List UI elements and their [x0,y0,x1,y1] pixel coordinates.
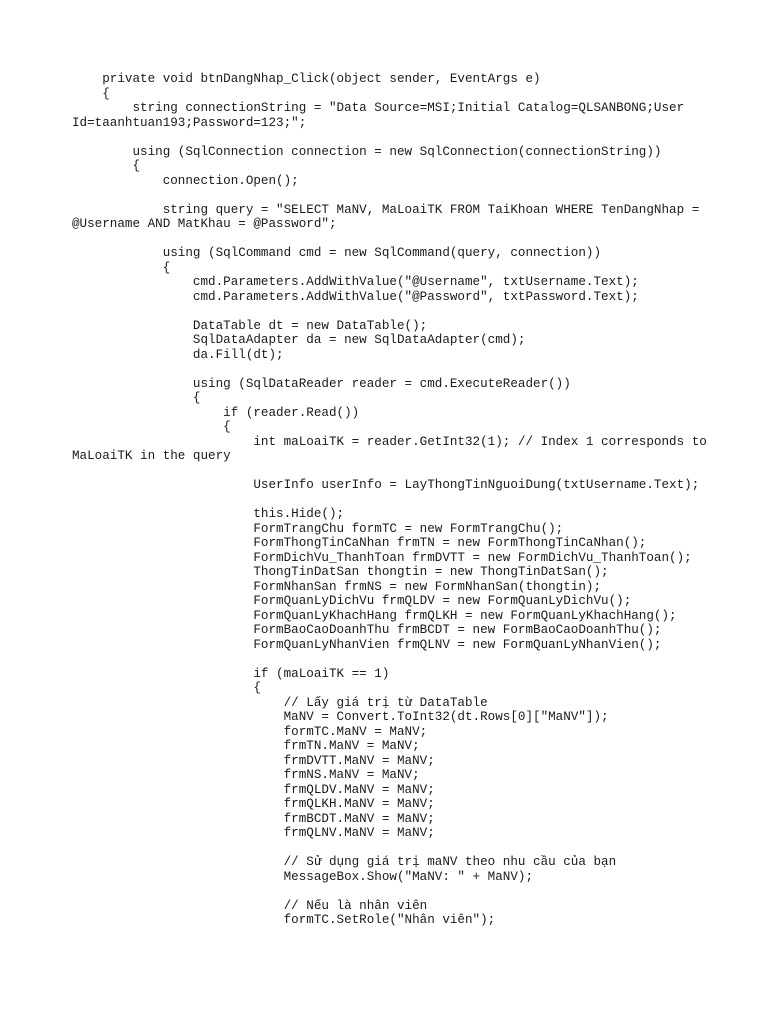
code-line [72,130,702,145]
code-line: frmDVTT.MaNV = MaNV; [72,753,435,768]
code-line: ThongTinDatSan thongtin = new ThongTinDatSan(); [72,565,609,579]
code-line: { [72,391,201,405]
code-line: FormBaoCaoDoanhThu frmBCDT = new FormBaoCaoDoanhThu(); [72,623,662,637]
code-line [72,362,702,377]
code-line: { [72,159,141,173]
code-line: frmQLDV.MaNV = MaNV; [72,782,435,797]
code-line [72,464,702,479]
code-line: frmBCDT.MaNV = MaNV; [72,811,435,826]
code-line: @Username AND MatKhau = @Password"; [72,217,337,231]
code-line [72,884,702,899]
code-line: this.Hide(); [72,507,345,521]
code-line: frmTN.MaNV = MaNV; [72,739,420,753]
code-line: frmNS.MaNV = MaNV; [72,768,420,782]
code-line [72,232,702,247]
code-line: FormDichVu_ThanhToan frmDVTT = new FormDichVu_ThanhToan(); [72,550,692,565]
code-line: frmQLNV.MaNV = MaNV; [72,826,435,840]
code-line: FormQuanLyDichVu frmQLDV = new FormQuanLyDichVu(); [72,594,632,608]
code-line: // Nếu là nhân viên [72,898,428,913]
code-line: FormQuanLyNhanVien frmQLNV = new FormQuanLyNhanVien(); [72,637,662,652]
code-block [72,72,707,928]
code-line [72,493,702,508]
code-line: FormQuanLyKhachHang frmQLKH = new FormQuanLyKhachHang(); [72,608,677,623]
code-line: MaNV = Convert.ToInt32(dt.Rows[0]["MaNV"]); [72,710,609,724]
code-line: FormThongTinCaNhan frmTN = new FormThongTinCaNhan(); [72,536,647,550]
code-line: MaLoaiTK in the query [72,449,231,463]
code-line: private void btnDangNhap_Click(object sender, EventArgs e) [72,72,541,86]
code-line: { [72,420,231,434]
code-line [72,188,702,203]
code-line: { [72,260,171,275]
code-line: using (SqlConnection connection = new SqlConnection(connectionString)) [72,144,662,159]
code-line: FormTrangChu formTC = new FormTrangChu(); [72,521,564,536]
code-line: frmQLKH.MaNV = MaNV; [72,797,435,811]
code-line: SqlDataAdapter da = new SqlDataAdapter(cmd); [72,333,526,347]
code-line [72,304,702,319]
code-line: DataTable dt = new DataTable(); [72,318,428,333]
code-line: MessageBox.Show("MaNV: " + MaNV); [72,869,534,884]
code-line: string query = "SELECT MaNV, MaLoaiTK FROM TaiKhoan WHERE TenDangNhap = [72,202,700,217]
code-line: cmd.Parameters.AddWithValue("@Username", txtUsername.Text); [72,275,639,289]
code-line: if (reader.Read()) [72,405,360,420]
code-line: cmd.Parameters.AddWithValue("@Password", txtPassword.Text); [72,289,639,304]
code-line: formTC.SetRole("Nhân viên"); [72,913,496,927]
code-line: da.Fill(dt); [72,347,284,362]
code-line: FormNhanSan frmNS = new FormNhanSan(thongtin); [72,579,602,594]
code-line [72,652,702,667]
code-line: // Lấy giá trị từ DataTable [72,695,488,710]
code-line: { [72,86,110,101]
code-line: int maLoaiTK = reader.GetInt32(1); // Index 1 corresponds to [72,434,707,449]
code-line: using (SqlCommand cmd = new SqlCommand(query, connection)) [72,246,602,260]
code-line: UserInfo userInfo = LayThongTinNguoiDung(txtUsername.Text); [72,478,700,492]
code-line: using (SqlDataReader reader = cmd.ExecuteReader()) [72,376,571,391]
code-line [72,841,702,856]
code-line: { [72,681,261,695]
code-line: formTC.MaNV = MaNV; [72,724,428,739]
code-line: string connectionString = "Data Source=MSI;Initial Catalog=QLSANBONG;User [72,101,685,115]
code-line: if (maLoaiTK == 1) [72,666,390,681]
code-line: // Sử dụng giá trị maNV theo nhu cầu của bạn [72,855,617,869]
code-line: Id=taanhtuan193;Password=123;"; [72,115,307,130]
code-line: connection.Open(); [72,173,299,188]
